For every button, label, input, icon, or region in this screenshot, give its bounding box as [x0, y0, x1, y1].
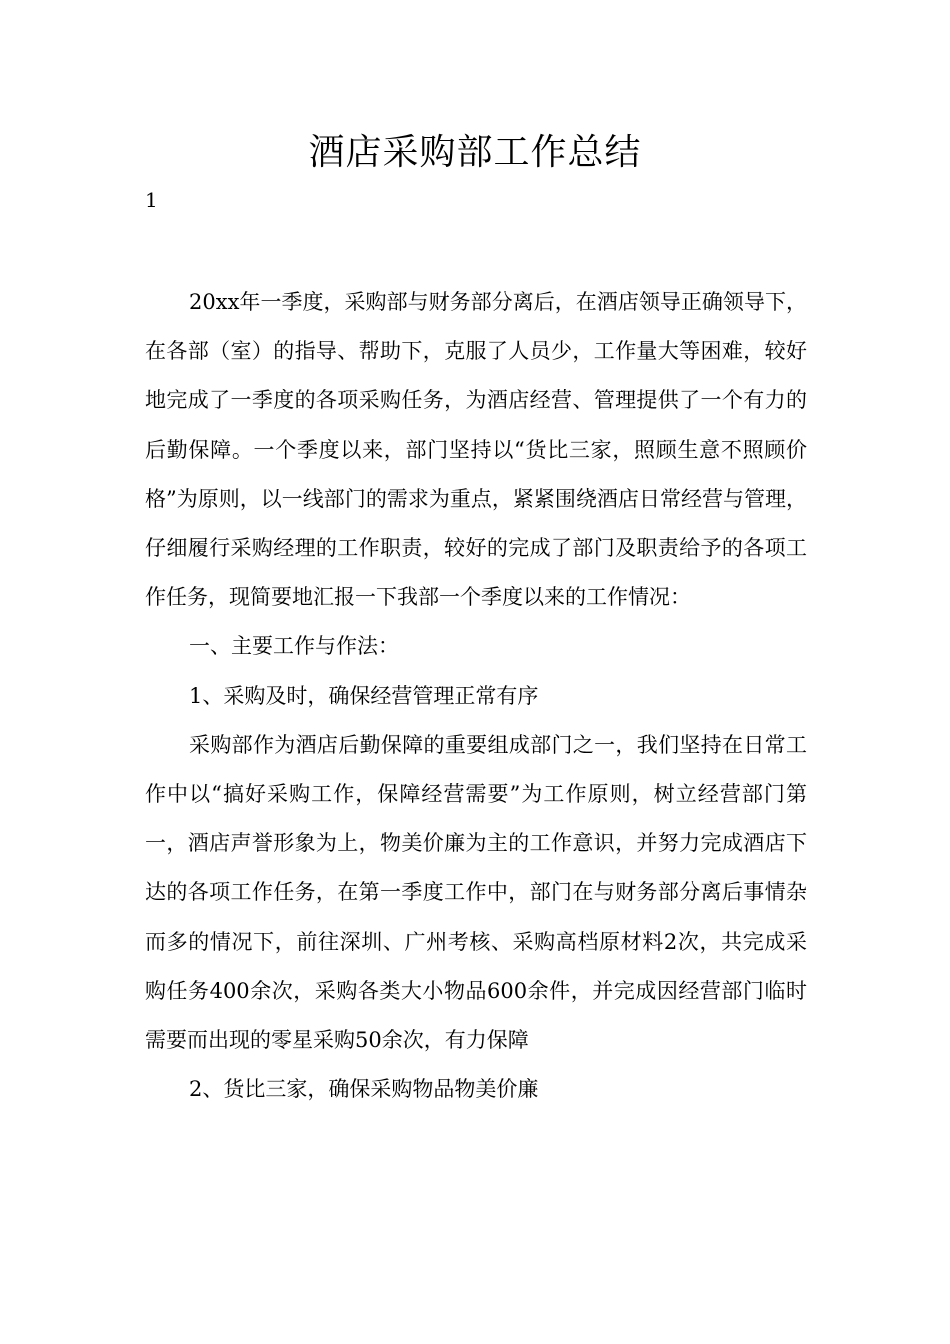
section-heading-main-work: 一、主要工作与作法： [189, 634, 399, 659]
paragraph-intro: 20xx年一季度，采购部与财务部分离后，在酒店领导正确领导下，在各部（室）的指导、帮助下，克服了人员少，工作量大等困难，较好地完成了一季度的各项采购任务，为酒店经营、管理提供了一个有力的后勤保障。一个季度以来，部门坚持以“货比三家，照顾生意不照顾价格”为原则，以一线部门的需求为重点，紧紧围绕酒店日常经营与管理，仔细履行采购经理的工作职责，较好的完成了部门及职责给予的各项工作任务，现简要地汇报一下我部一个季度以来的工作情况： [145, 290, 807, 610]
page-number: 1 [145, 188, 158, 212]
paragraph-purchasing-details: 采购部作为酒店后勤保障的重要组成部门之一，我们坚持在日常工作中以“搞好采购工作，保障经营需要”为工作原则，树立经营部门第一，酒店声誉形象为上，物美价廉为主的工作意识，并努力完成酒店下达的各项工作任务，在第一季度工作中，部门在与财务部分离后事情杂而多的情况下，前往深圳、广州考核、采购高档原材料2次，共完成采购任务400余次，采购各类大小物品600余件，并完成因经营部门临时需要而出现的零星采购50余次，有力保障 [145, 732, 807, 1053]
document-body [145, 278, 807, 1114]
document-title: 酒店采购部工作总结 [308, 132, 642, 173]
subheading-compare-suppliers: 2、货比三家，确保采购物品物美价廉 [189, 1077, 539, 1102]
subheading-timely-purchasing: 1、采购及时，确保经营管理正常有序 [189, 683, 539, 708]
